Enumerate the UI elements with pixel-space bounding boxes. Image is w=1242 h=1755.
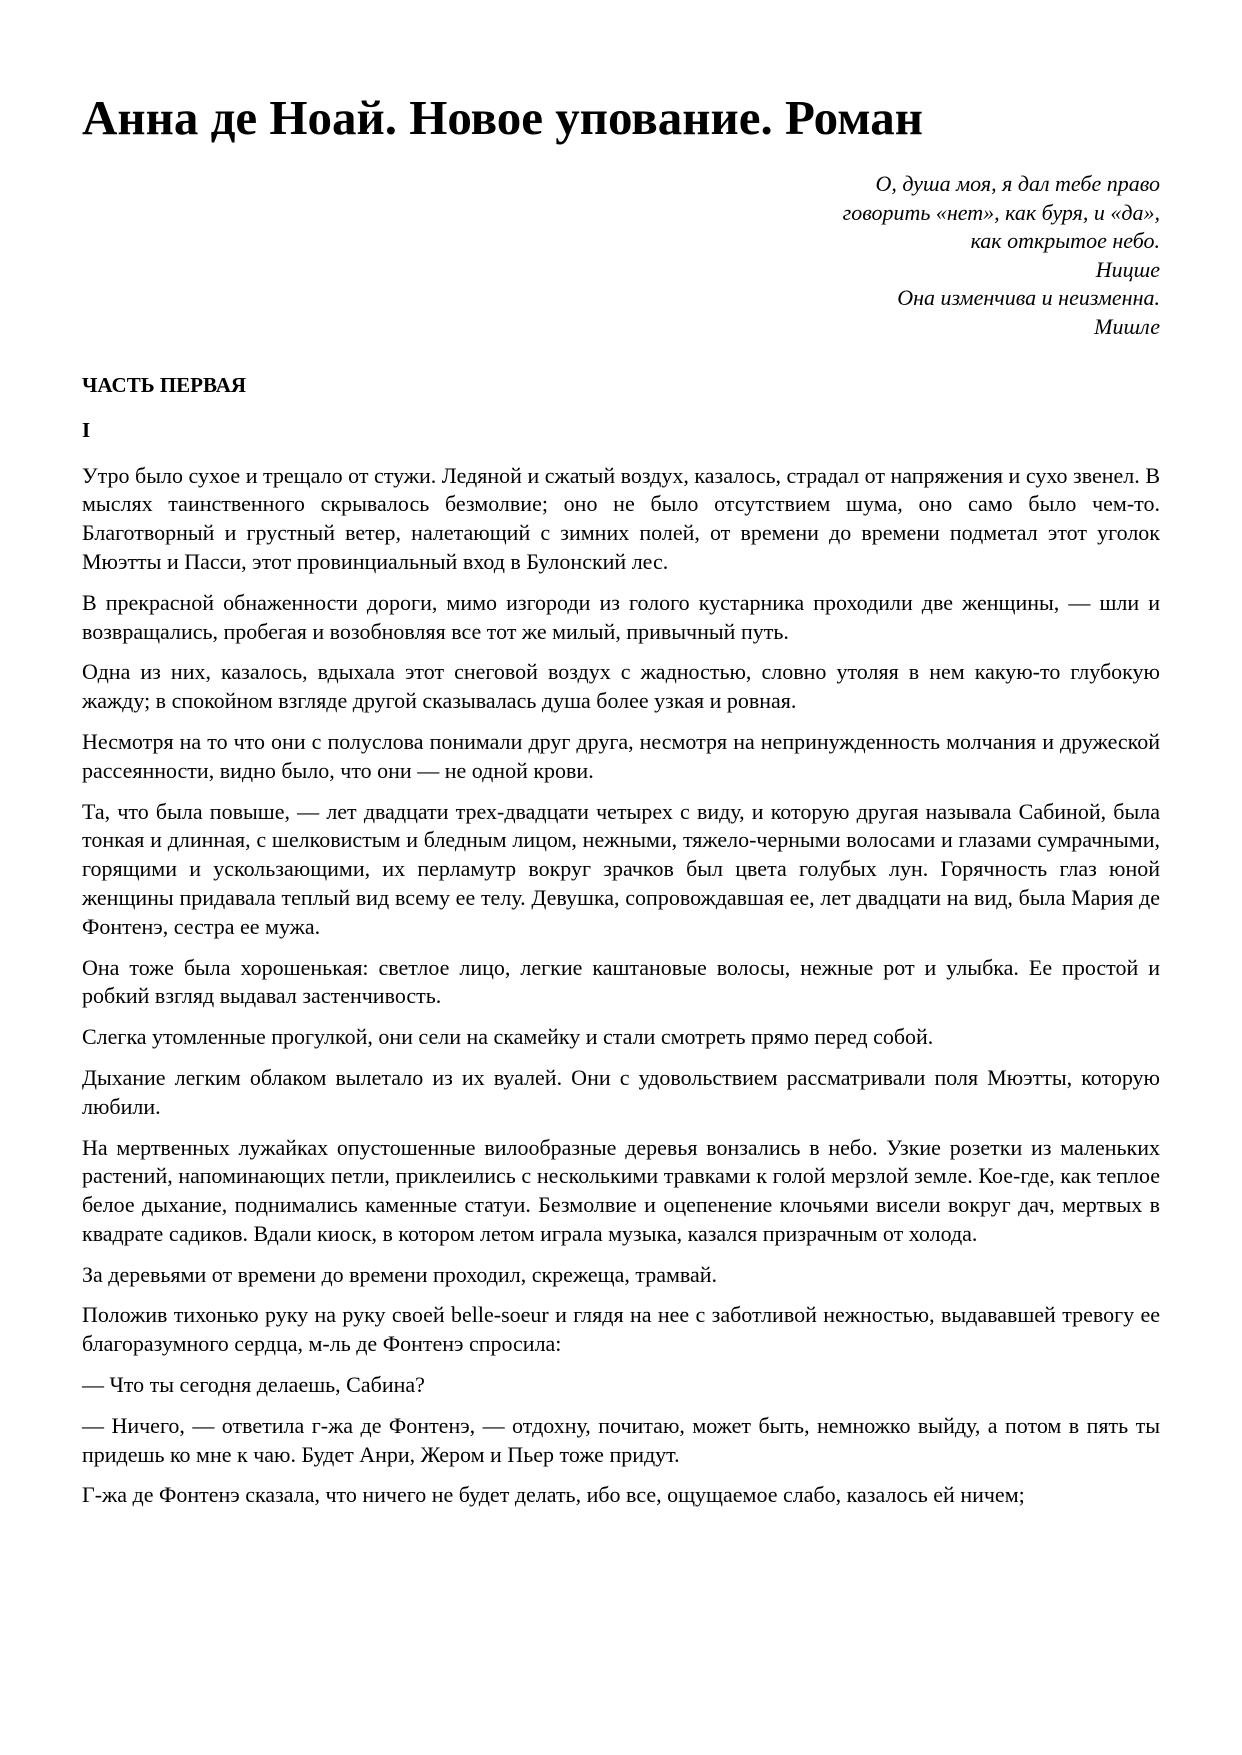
paragraph: На мертвенных лужайках опустошенные вилообразные деревья вонзались в небо. Узкие розетки из маленьких растений, напоминающих петли, приклеились с несколькими травками к голой мерзлой земле. Кое-где, как теплое белое дыхание, поднимались каменные статуи. Безмолвие и оцепенение клочьями висели вокруг дач, мертвых в квадрате садиков. Вдали киоск, в котором летом играла музыка, казался призрачным от холода. bbox=[82, 1134, 1160, 1246]
paragraph: Та, что была повыше, — лет двадцати трех-двадцати четырех с виду, и которую другая называла Сабиной, была тонкая и длинная, с шелковистым и бледным лицом, нежными, тяжело-черными волосами и глазами сумрачными, горящими и ускользающими, их перламутр вокруг зрачков был цвета голубых лун. Горячность глаз юной женщины придавала теплый вид всему ее телу. Девушка, сопровождавшая ее, лет двадцати на вид, была Мария де Фонтенэ, сестра ее мужа. bbox=[82, 798, 1160, 939]
paragraph: Одна из них, казалось, вдыхала этот снеговой воздух с жадностью, словно утоляя в нем какую-то глубокую жажду; в спокойном взгляде другой сказывалась душа более узкая и ровная. bbox=[82, 659, 1160, 714]
document-page bbox=[82, 88, 1160, 1522]
paragraph: Слегка утомленные прогулкой, они сели на скамейку и стали смотреть прямо перед собой. bbox=[82, 1024, 934, 1050]
body-text bbox=[82, 462, 1160, 1511]
part-heading: ЧАСТЬ ПЕРВАЯ bbox=[82, 372, 247, 397]
dialogue-line: — Что ты сегодня делаешь, Сабина? bbox=[82, 1372, 425, 1398]
epigraph-line: как открытое небо. bbox=[970, 228, 1160, 254]
paragraph: Несмотря на то что они с полуслова понимали друг друга, несмотря на непринужденность молчания и дружеской рассеянности, видно было, что они — не одной крови. bbox=[82, 728, 1160, 783]
paragraph: Дыхание легким облаком вылетало из их вуалей. Они с удовольствием рассматривали поля Мюэтты, которую любили. bbox=[82, 1064, 1160, 1119]
epigraph-author: Мишле bbox=[1094, 313, 1160, 339]
epigraph bbox=[82, 170, 1160, 342]
paragraph: Она тоже была хорошенькая: светлое лицо, легкие каштановые волосы, нежные рот и улыбка. Ее простой и робкий взгляд выдавал застенчивость. bbox=[82, 954, 1160, 1009]
paragraph: В прекрасной обнаженности дороги, мимо изгороди из голого кустарника проходили две женщины, — шли и возвращались, пробегая и возобновляя все тот же милый, привычный путь. bbox=[82, 589, 1160, 644]
dialogue-line: — Ничего, — ответила г-жа де Фонтенэ, — отдохну, почитаю, может быть, немножко выйду, а потом в пять ты придешь ко мне к чаю. Будет Анри, Жером и Пьер тоже придут. bbox=[82, 1412, 1160, 1467]
paragraph: Г-жа де Фонтенэ сказала, что ничего не будет делать, ибо все, ощущаемое слабо, казалось ей ничем; bbox=[82, 1482, 1025, 1508]
epigraph-line: О, душа моя, я дал тебе право bbox=[875, 171, 1160, 196]
epigraph-line: говорить «нет», как буря, и «да», bbox=[842, 199, 1160, 225]
chapter-heading: I bbox=[82, 417, 91, 442]
paragraph: Положив тихонько руку на руку своей belle-soeur и глядя на нее с заботливой нежностью, выдававшей тревогу ее благоразумного сердца, м-ль де Фонтенэ спросила: bbox=[82, 1302, 1160, 1357]
epigraph-author: Ницше bbox=[1095, 256, 1160, 282]
paragraph: За деревьями от времени до времени проходил, скрежеща, трамвай. bbox=[82, 1261, 718, 1287]
paragraph: Утро было сухое и трещало от стужи. Ледяной и сжатый воздух, казалось, страдал от напряжения и сухо звенел. В мыслях таинственного скрывалось безмолвие; оно не было отсутствием шума, оно само было чем-то. Благотворный и грустный ветер, налетающий с зимних полей, от времени до времени подметал этот уголок Мюэтты и Пасси, этот провинциальный вход в Булонский лес. bbox=[82, 462, 1160, 574]
epigraph-line: Она изменчива и неизменна. bbox=[897, 285, 1160, 311]
document-title: Анна де Ноай. Новое упование. Роман bbox=[82, 90, 923, 145]
